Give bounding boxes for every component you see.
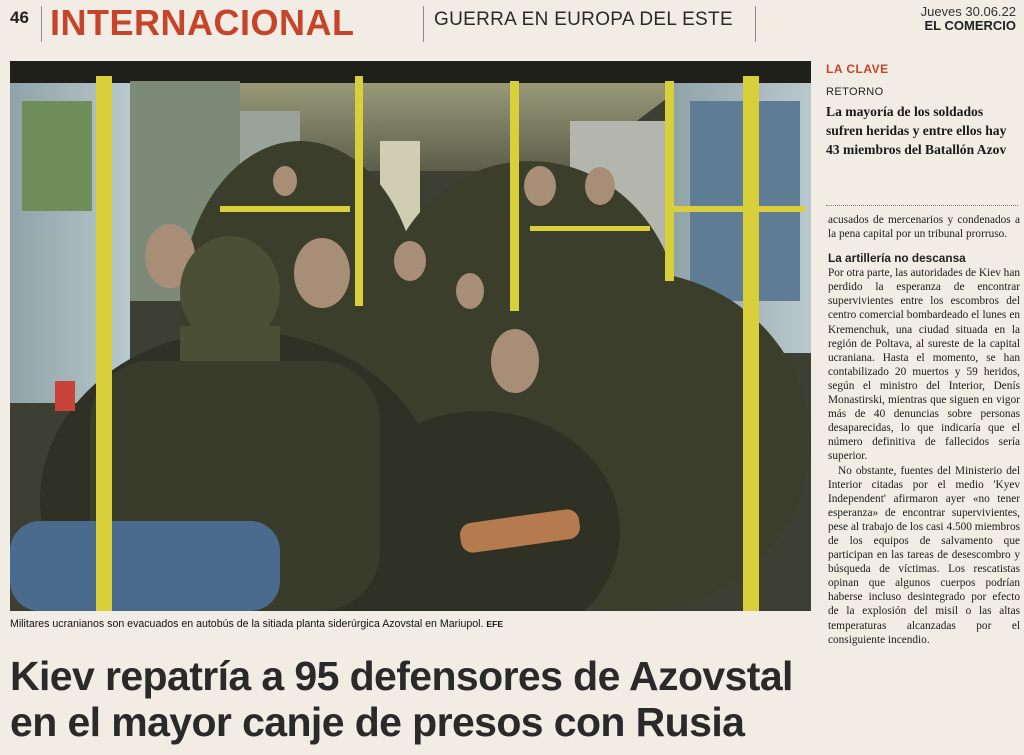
body-paragraph: No obstante, fuentes del Ministerio del Interior citadas por el medio 'Kyev Independent' afirmaron ayer «no tener esperanza» de encontrar supervivientes, pese al trabajo de los casi 4.500 miembros de los equipos de salvamento que participan en las tareas de desescombro y búsqueda de víctimas. Los rescatistas opinan que algunos cuerpos podrían haberse incluso desintegrado por efecto de la explosión del misil o las altas temperaturas alcanzadas por el consiguiente incendio. [828, 464, 1020, 646]
section-title: INTERNACIONAL [50, 2, 355, 43]
body-paragraph: acusados de mercenarios y condenados a la pena capital por un tribunal prorruso. [828, 214, 1020, 241]
headline-line-1: Kiev repatría a 95 defensores de Azovstal [10, 653, 793, 699]
bus-interior-illustration [10, 61, 811, 611]
headline-line-2: en el mayor canje de presos con Rusia [10, 699, 745, 745]
page-header [0, 0, 1024, 46]
news-photo [10, 61, 811, 611]
caption-text: Militares ucranianos son evacuados en autobús de la sitiada planta siderúrgica Azovstal en Mariupol. [10, 618, 484, 630]
photo-caption [10, 618, 811, 630]
key-box-label: LA CLAVE [826, 62, 889, 76]
header-divider [423, 6, 424, 42]
header-divider [755, 6, 756, 42]
body-paragraph: Por otra parte, las autoridades de Kiev han perdido la esperanza de encontrar supervivientes entre los escombros del centro comercial bombardeado el lunes en Kremenchuk, una ciudad situada en la región de Poltava, al sureste de la capital ucraniana. Hasta el momento, se han contabilizado 20 muertos y 59 heridos, según el ministro del Interior, Denís Monastirski, mientras que siguen en vigor más de 40 denuncias sobre personas desaparecidas, lo que indicaría que el número definitiva de fallecidos sería superior. [828, 267, 1020, 463]
header-divider [41, 6, 42, 42]
page-number: 46 [10, 8, 29, 27]
article-headline [10, 653, 814, 745]
issue-date: Jueves 30.06.22 [920, 4, 1016, 19]
key-box [826, 62, 1018, 159]
subsection-title: GUERRA EN EUROPA DEL ESTE [434, 9, 733, 30]
key-box-kicker: RETORNO [826, 86, 884, 98]
key-box-quote: La mayoría de los soldados sufren heridas y entre ellos hay 43 miembros del Batallón Azov [826, 104, 1007, 157]
newspaper-name: EL COMERCIO [924, 18, 1016, 33]
article-body [828, 213, 1020, 647]
photo-credit: EFE [486, 619, 504, 629]
body-subheading: La artillería no descansa [828, 251, 966, 266]
sidebar-divider [826, 205, 1018, 206]
